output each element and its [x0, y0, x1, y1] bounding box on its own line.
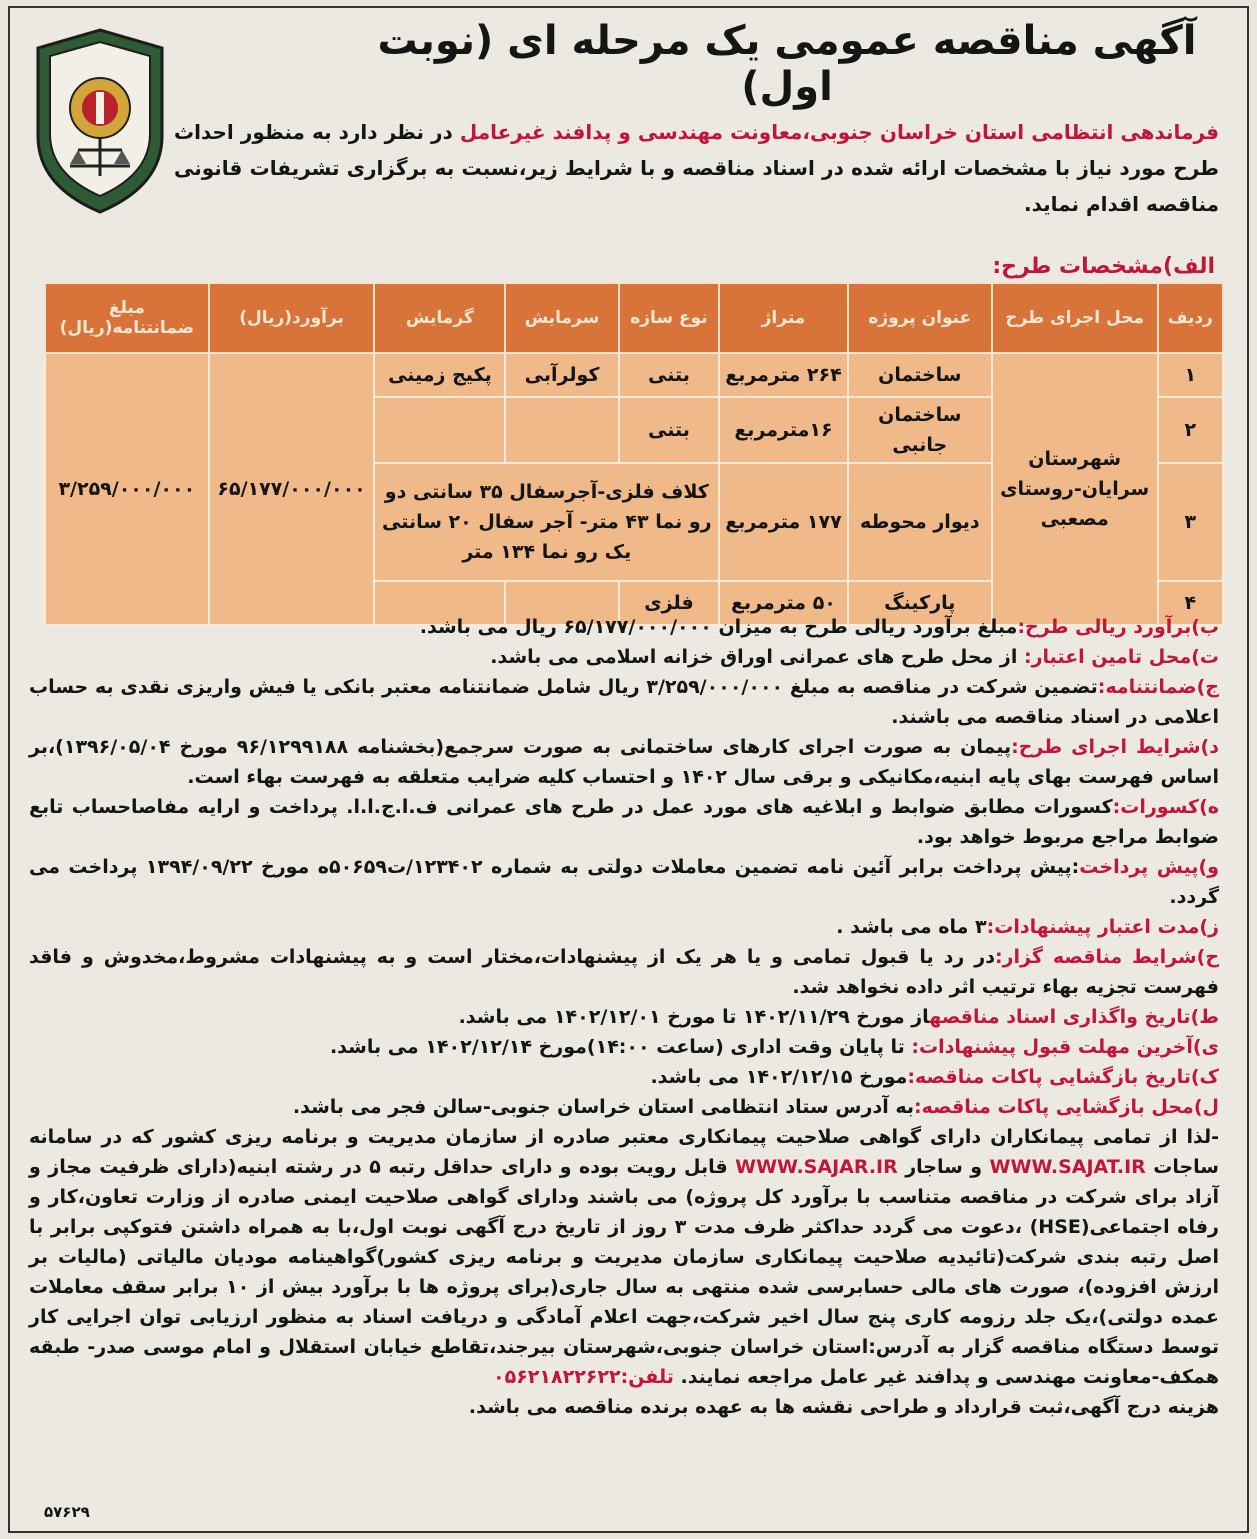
section-a-heading: الف)مشخصات طرح:	[992, 254, 1215, 279]
clause	[29, 642, 1219, 672]
clause	[29, 912, 1219, 942]
clause-text: از مورخ ۱۴۰۲/۱۱/۲۹ تا مورخ ۱۴۰۲/۱۲/۰۱ می باشد.	[458, 1006, 930, 1028]
phone-number: تلفن:۰۵۶۲۱۸۲۲۶۲۲	[493, 1366, 674, 1388]
row-number: ۱	[1158, 353, 1223, 397]
notice-body	[29, 612, 1219, 1422]
clause-label: ز)مدت اعتبار پیشنهادات:	[986, 916, 1219, 938]
clause	[29, 1092, 1219, 1122]
intro-paragraph	[174, 114, 1219, 222]
structure-type: بتنی	[619, 353, 719, 397]
col-header: برآورد(ریال)	[209, 283, 375, 353]
project-area: ۱۶مترمربع	[719, 397, 848, 463]
project-area: ۱۷۷ مترمربع	[719, 463, 848, 581]
estimate-amount: ۶۵/۱۷۷/۰۰۰/۰۰۰	[209, 353, 375, 625]
guarantee-amount: ۳/۲۵۹/۰۰۰/۰۰۰	[45, 353, 209, 625]
clause-text: کسورات مطابق ضوابط و ابلاغیه های مورد عمل در طرح های عمرانی ف.ا.ج.ا.ا. پرداخت و ارایه مفاصاحساب تابع ضوابط مراجع مربوط خواهد بود.	[29, 796, 1219, 848]
clause-label: د)شرایط اجرای طرح:	[1011, 736, 1219, 758]
project-title: دیوار محوطه	[848, 463, 992, 581]
project-title: ساختمان جانبی	[848, 397, 992, 463]
clause	[29, 672, 1219, 732]
clause-label: ه)کسورات:	[1112, 796, 1219, 818]
clause-label: ت)محل تامین اعتبار:	[1024, 646, 1219, 668]
table-header-row	[45, 283, 1223, 353]
clause-text: تا پایان وقت اداری (ساعت ۱۴:۰۰)مورخ ۱۴۰۲/۱۲/۱۴ می باشد.	[329, 1036, 912, 1058]
project-area: ۵۰ مترمربع	[719, 581, 848, 625]
cooling-type: کولرآبی	[505, 353, 618, 397]
clause-label: ب)برآورد ریالی طرح:	[1017, 616, 1219, 638]
clause	[29, 1062, 1219, 1092]
sajat-link[interactable]: WWW.SAJAT.IR	[989, 1156, 1146, 1178]
clause-text: تضمین شرکت در مناقصه به مبلغ ۳/۲۵۹/۰۰۰/۰۰۰ ریال شامل ضمانتنامه معتبر بانکی یا فیش واریزی نقدی به حساب اعلامی در اسناد مناقصه می باشند.	[29, 676, 1219, 728]
closing-text: و ساجار	[897, 1156, 990, 1178]
clause-label: ک)تاریخ بازگشایی پاکات مناقصه:	[907, 1066, 1219, 1088]
col-header: سرمایش	[505, 283, 618, 353]
sajar-link[interactable]: WWW.SAJAR.IR	[735, 1156, 898, 1178]
cooling-type	[505, 397, 618, 463]
structure-type: کلاف فلزی-آجرسفال ۳۵ سانتی دو رو نما ۴۳ متر- آجر سفال ۲۰ سانتی یک رو نما ۱۳۴ متر	[374, 463, 719, 581]
structure-type: بتنی	[619, 397, 719, 463]
project-title: پارکینگ	[848, 581, 992, 625]
tender-notice	[8, 6, 1249, 1533]
clause-label: ط)تاریخ واگذاری اسناد مناقصه	[929, 1006, 1219, 1028]
clause	[29, 792, 1219, 852]
clause	[29, 1002, 1219, 1032]
row-number: ۳	[1158, 463, 1223, 581]
heating-type	[374, 397, 505, 463]
police-emblem-icon	[30, 26, 170, 216]
notice-title: آگهی مناقصه عمومی یک مرحله ای (نوبت اول)	[377, 18, 1197, 110]
clause-text: در رد یا قبول تمامی و یا هر یک از پیشنهادات،مختار است و به پیشنهادات مشروط،مخدوش و فاقد فهرست تجزیه بهاء ترتیب اثر داده نخواهد شد.	[29, 946, 1219, 998]
clause-text: :پیش پرداخت برابر آئین نامه تضمین معاملات دولتی به شماره ۱۲۳۴۰۲/ت۵۰۶۵۹ه مورخ ۱۳۹۴/۰۹/۲۲ پرداخت می گردد.	[29, 856, 1219, 908]
clause	[29, 732, 1219, 792]
project-spec-table	[44, 282, 1224, 626]
clause	[29, 942, 1219, 1002]
issuing-organization: فرماندهی انتظامی استان خراسان جنوبی،معاونت مهندسی و پدافند غیرعامل	[459, 120, 1219, 144]
ad-code: ۵۷۶۲۹	[44, 1503, 90, 1521]
clause-text: مورخ ۱۴۰۲/۱۲/۱۵ می باشد.	[650, 1066, 908, 1088]
col-header: عنوان پروژه	[848, 283, 992, 353]
project-title: ساختمان	[848, 353, 992, 397]
col-header: نوع سازه	[619, 283, 719, 353]
col-header: محل اجرای طرح	[992, 283, 1158, 353]
project-location: شهرستان سرایان-روستای مصعبی	[992, 353, 1158, 625]
row-number: ۴	[1158, 581, 1223, 625]
project-area: ۲۶۴ مترمربع	[719, 353, 848, 397]
clause-label: ج)ضمانتنامه:	[1097, 676, 1219, 698]
col-header: متراژ	[719, 283, 848, 353]
closing-paragraph	[29, 1122, 1219, 1392]
closing-text: قابل رویت بوده و دارای حداقل رتبه ۵ در رشته ابنیه(دارای ظرفیت مجاز و آزاد برای شرکت در مناقصه متناسب با برآورد کل پروژه) می باشند ودارای گواهی صلاحیت ایمنی صادره از وزارت تعاون،کار و رفاه اجتماعی(HSE) ،دعوت می گردد حداکثر ظرف مدت ۳ روز از تاریخ درج آگهی نوبت اول،با به همراه داشتن فتوکپی برابر با اصل رتبه بندی شرکت(تائیدیه صلاحیت پیمانکاری سازمان مدیریت و برنامه ریزی کشور)گواهینامه مودیان مالیاتی (مالیات بر ارزش افزوده)، صورت های مالی حسابرسی شده منتهی به سال جاری(برای پروژه ها با برآورد بیش از ۱۰ برابر سقف معاملات عمده دولتی)،یک جلد رزومه کاری پنج سال اخیر شرکت،جهت اعلام آمادگی و دریافت اسناد به منظور ارزیابی توان اجرایی کار توسط دستگاه مناقصه گزار به آدرس:استان خراسان جنوبی،شهرستان بیرجند،تقاطع خیابان استقلال و امام موسی صدر- طبقه همکف-معاونت مهندسی و پدافند غیر عامل مراجعه نمایند.	[29, 1156, 1220, 1388]
table-row	[45, 353, 1223, 397]
clause-text: مبلغ برآورد ریالی طرح به میزان ۶۵/۱۷۷/۰۰۰/۰۰۰ ریال می باشد.	[419, 616, 1018, 638]
col-header: ردیف	[1158, 283, 1223, 353]
clause-text: ۳ ماه می باشد .	[836, 916, 987, 938]
clause-label: و)پیش پرداخت	[1079, 856, 1219, 878]
clause-text: پیمان به صورت اجرای کارهای ساختمانی به صورت سرجمع(بخشنامه ۹۶/۱۲۹۹۱۸۸ مورخ ۱۳۹۶/۰۵/۰۴)،بر اساس فهرست بهای پایه ابنیه،مکانیکی و برقی سال ۱۴۰۲ و احتساب کلیه ضرایب متعلقه به فهرست بهاء است.	[29, 736, 1219, 788]
clause-label: ل)محل بازگشایی پاکات مناقصه:	[914, 1096, 1219, 1118]
clause-label: ح)شرایط مناقصه گزار:	[994, 946, 1220, 968]
col-header: گرمایش	[374, 283, 505, 353]
col-header: مبلغ ضمانتنامه(ریال)	[45, 283, 209, 353]
structure-type: فلزی	[619, 581, 719, 625]
closing-note: هزینه درج آگهی،ثبت قرارداد و طراحی نقشه ها به عهده برنده مناقصه می باشد.	[468, 1396, 1219, 1418]
clause	[29, 612, 1219, 642]
heating-type: پکیج زمینی	[374, 353, 505, 397]
clause	[29, 1032, 1219, 1062]
clause-label: ی)آخرین مهلت قبول پیشنهادات:	[911, 1036, 1219, 1058]
clause-text: از محل طرح های عمرانی اوراق خزانه اسلامی می باشد.	[490, 646, 1025, 668]
row-number: ۲	[1158, 397, 1223, 463]
clause-text: به آدرس ستاد انتظامی استان خراسان جنوبی-سالن فجر می باشد.	[292, 1096, 914, 1118]
clause	[29, 852, 1219, 912]
intro-text: در نظر دارد به منظور احداث طرح مورد نیاز با مشخصات ارائه شده در اسناد مناقصه و با شرایط زیر،نسبت به برگزاری تشریفات قانونی مناقصه اقدام نماید.	[174, 120, 1219, 216]
closing-text: -لذا از تمامی پیمانکاران دارای گواهی صلاحیت پیمانکاری معتبر صادره از سازمان مدیریت و برنامه ریزی کشور که در سامانه ساجات	[29, 1126, 1219, 1178]
